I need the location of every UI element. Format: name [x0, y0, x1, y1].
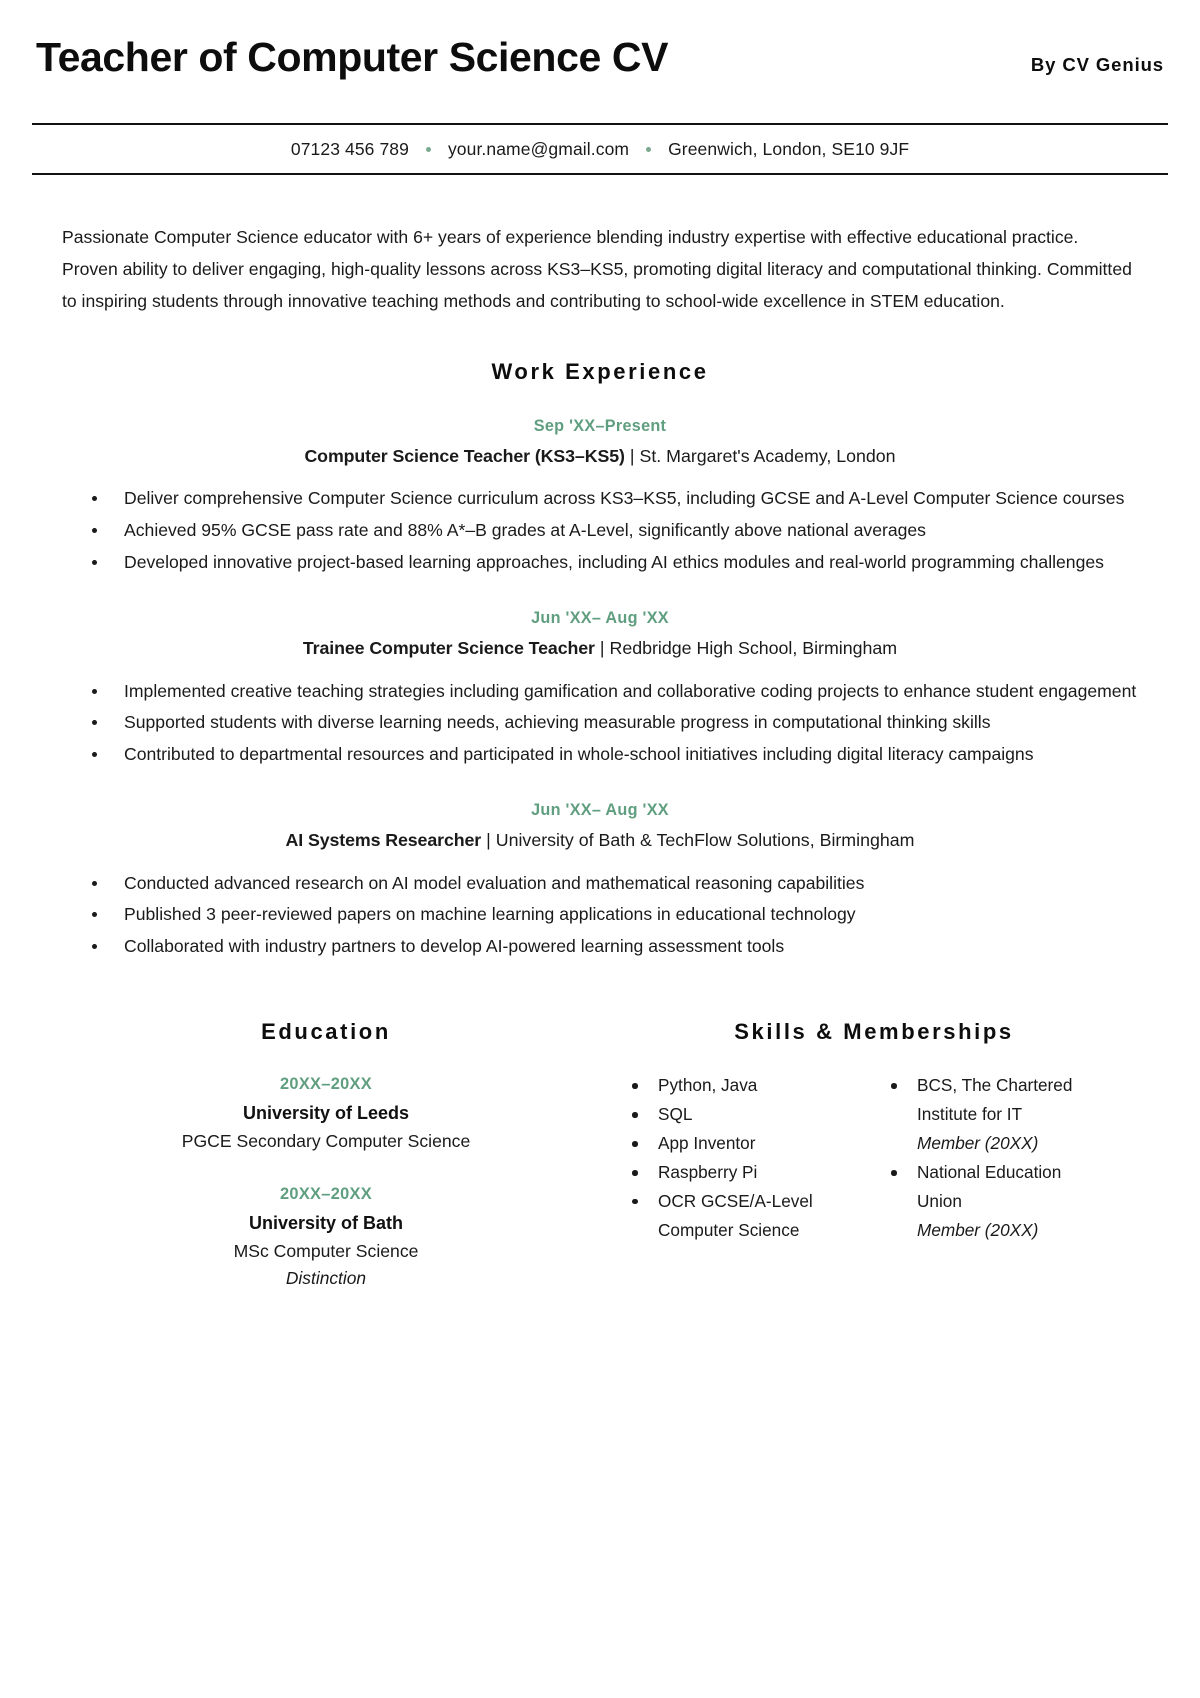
skills-column-right: [879, 1072, 1138, 1245]
list-item: SQL: [620, 1101, 879, 1129]
work-entry-title-row: [62, 827, 1138, 855]
work-entry-title-row: [62, 635, 1138, 663]
list-item-continuation: Institute for IT: [917, 1104, 1023, 1125]
list-item: Python, Java: [620, 1072, 879, 1100]
work-entry-date: Jun 'XX– Aug 'XX: [531, 609, 669, 628]
education-section: [62, 1019, 600, 1292]
list-item: National Education: [879, 1159, 1138, 1187]
skills-section: [600, 1019, 1138, 1292]
list-item: Contributed to departmental resources and participated in whole-school initiatives including digital literacy campaigns: [62, 739, 1138, 770]
page-title: Teacher of Computer Science CV: [36, 34, 669, 80]
education-entry-school: University of Bath: [248, 1213, 404, 1234]
list-item-continuation: Union: [917, 1190, 962, 1211]
list-item: Collaborated with industry partners to develop AI-powered learning assessment tools: [62, 931, 1138, 962]
education-entry-date: 20XX–20XX: [279, 1185, 372, 1204]
lower-sections: [62, 1019, 1138, 1292]
list-item: Developed innovative project-based learning approaches, including AI ethics modules and real-world programming challenges: [62, 547, 1138, 578]
cv-header: [32, 0, 1168, 81]
work-entry-title-row: [62, 443, 1138, 471]
list-item: BCS, The Chartered: [879, 1072, 1138, 1100]
work-entry-organization: Redbridge High School, Birmingham: [609, 637, 898, 658]
work-entry: [62, 415, 1138, 577]
work-entry-bullets: [62, 868, 1138, 962]
list-item: Deliver comprehensive Computer Science curriculum across KS3–KS5, including GCSE and A-Level Computer Science courses: [62, 483, 1138, 514]
work-entry-organization: St. Margaret's Academy, London: [639, 445, 896, 466]
work-entry-role: Computer Science Teacher (KS3–KS5): [304, 445, 625, 466]
work-entry-date: Jun 'XX– Aug 'XX: [531, 801, 669, 820]
section-heading-skills: Skills & Memberships: [734, 1019, 1014, 1045]
skills-columns: [610, 1072, 1138, 1245]
education-entry-note: Distinction: [285, 1268, 367, 1289]
list-item: Raspberry Pi: [620, 1159, 879, 1187]
work-entry-role: AI Systems Researcher: [285, 830, 482, 851]
skills-column-left: [620, 1072, 879, 1245]
contact-separator-dot-icon: [426, 147, 431, 152]
work-entry-organization: University of Bath & TechFlow Solutions, Birmingham: [495, 830, 915, 851]
education-entry-degree: PGCE Secondary Computer Science: [181, 1131, 471, 1152]
list-item: App Inventor: [620, 1130, 879, 1158]
list-item: Supported students with diverse learning needs, achieving measurable progress in computational thinking skills: [62, 707, 1138, 738]
work-entry-bullets: [62, 483, 1138, 577]
section-heading-education: Education: [261, 1019, 391, 1045]
education-entry: [62, 1073, 590, 1155]
work-entry-separator: |: [629, 445, 635, 466]
education-entry-degree: MSc Computer Science: [233, 1241, 419, 1262]
list-item: Implemented creative teaching strategies including gamification and collaborative coding projects to enhance student engagement: [62, 676, 1138, 707]
section-heading-work-experience: Work Experience: [491, 359, 709, 385]
education-entry-date: 20XX–20XX: [279, 1075, 372, 1094]
contact-location: Greenwich, London, SE10 9JF: [668, 139, 910, 160]
membership-note: Member (20XX): [917, 1133, 1039, 1154]
list-item: OCR GCSE/A-Level: [620, 1188, 879, 1216]
work-entry-role: Trainee Computer Science Teacher: [302, 637, 595, 658]
work-entry-bullets: [62, 676, 1138, 770]
list-item: Achieved 95% GCSE pass rate and 88% A*–B grades at A-Level, significantly above national averages: [62, 515, 1138, 546]
education-entry: [62, 1183, 590, 1292]
work-entry-separator: |: [486, 830, 491, 851]
professional-summary: Passionate Computer Science educator with 6+ years of experience blending industry expertise with effective educational practice. Proven ability to deliver engaging, high-quality lessons across KS3–KS5, promoting digital literacy and computational thinking. Committed to inspiring students through innovative teaching methods and contributing to school-wide excellence in STEM education.: [62, 227, 1132, 312]
list-item-continuation: Computer Science: [658, 1219, 800, 1240]
work-entry: [62, 607, 1138, 769]
contact-email: your.name@gmail.com: [447, 139, 630, 160]
cv-body: [32, 221, 1168, 1292]
byline: By CV Genius: [1030, 54, 1164, 75]
list-item: Conducted advanced research on AI model evaluation and mathematical reasoning capabilities: [62, 868, 1138, 899]
education-entry-school: University of Leeds: [242, 1103, 410, 1124]
contact-bar: [32, 125, 1168, 173]
work-entry-date: Sep 'XX–Present: [533, 417, 667, 436]
list-item: Published 3 peer-reviewed papers on machine learning applications in educational technology: [62, 899, 1138, 930]
work-entry: [62, 799, 1138, 961]
work-entry-separator: |: [599, 637, 605, 658]
header-divider-bottom: [32, 173, 1168, 175]
contact-separator-dot-icon: [646, 147, 651, 152]
membership-note: Member (20XX): [917, 1219, 1039, 1240]
contact-phone: 07123 456 789: [290, 139, 409, 160]
